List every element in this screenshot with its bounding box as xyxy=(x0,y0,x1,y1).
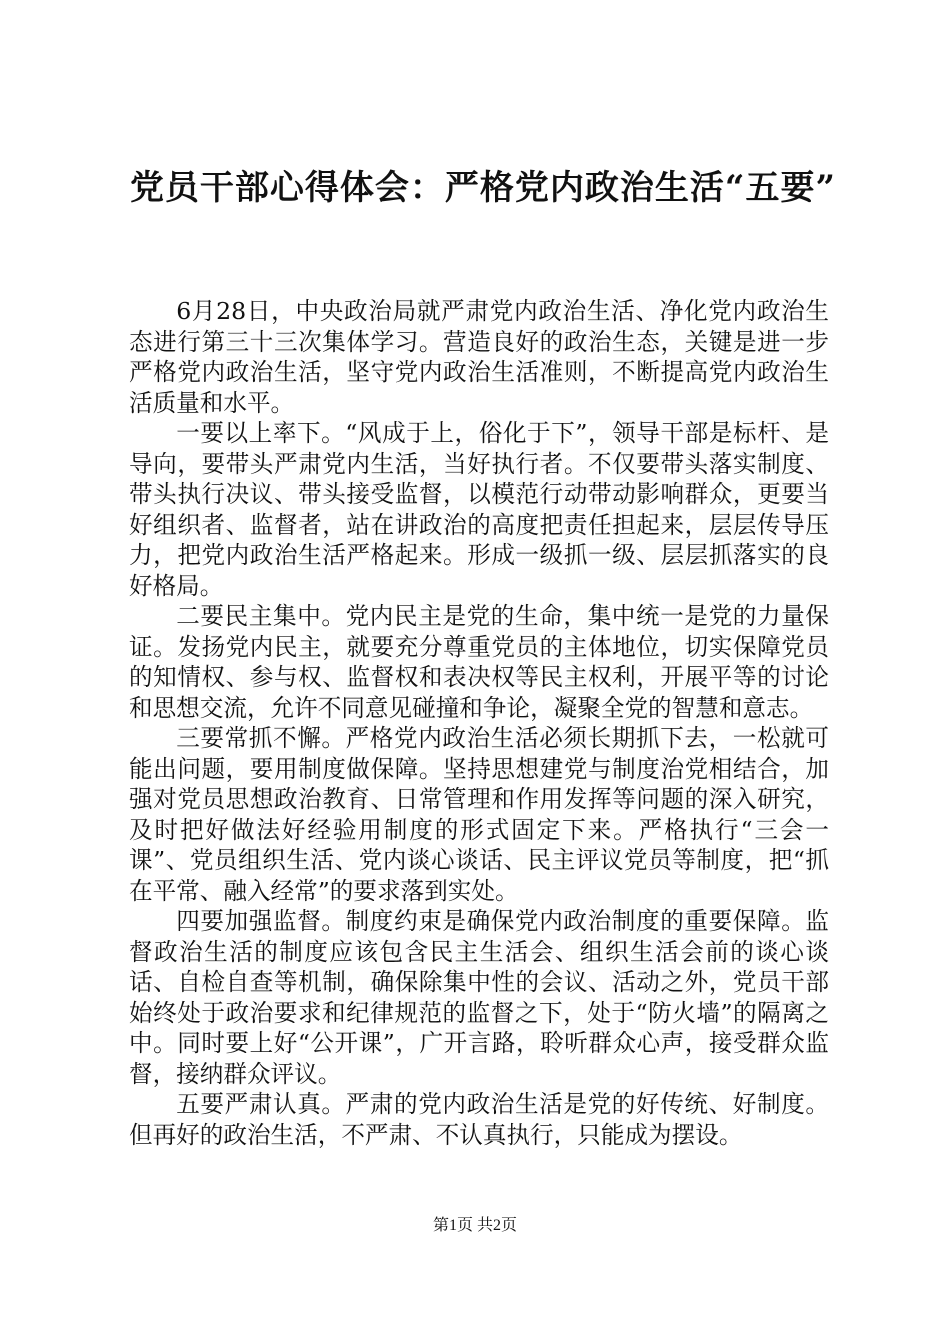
paragraph-point-1: 一要以上率下。“风成于上，俗化于下”，领导干部是标杆、是导向，要带头严肃党内生活，当好执行者。不仅要带头落实制度、带头执行决议、带头接受监督，以模范行动带动影响群众，更要当好组织者、监督者，站在讲政治的高度把责任担起来，层层传导压力，把党内政治生活严格起来。形成一级抓一级、层层抓落实的良好格局。 xyxy=(129,419,829,600)
paragraph-intro: 6月28日，中央政治局就严肃党内政治生活、净化党内政治生态进行第三十三次集体学习。营造良好的政治生态，关键是进一步严格党内政治生活，坚守党内政治生活准则，不断提高党内政治生活质量和水平。 xyxy=(129,297,829,417)
document-body xyxy=(129,296,829,1150)
document-title: 党员干部心得体会：严格党内政治生活“五要” xyxy=(129,168,837,208)
paragraph-point-5: 五要严肃认真。严肃的党内政治生活是党的好传统、好制度。但再好的政治生活，不严肃、不认真执行，只能成为摆设。 xyxy=(129,1090,829,1149)
page-number-footer: 第1页 共2页 xyxy=(432,1217,517,1234)
paragraph-point-4: 四要加强监督。制度约束是确保党内政治制度的重要保障。监督政治生活的制度应该包含民主生活会、组织生活会前的谈心谈话、自检自查等机制，确保除集中性的会议、活动之外，党员干部始终处于政治要求和纪律规范的监督之下，处于“防火墙”的隔离之中。同时要上好“公开课”，广开言路，聆听群众心声，接受群众监督，接纳群众评议。 xyxy=(129,907,829,1088)
paragraph-point-3: 三要常抓不懈。严格党内政治生活必须长期抓下去，一松就可能出问题，要用制度做保障。坚持思想建党与制度治党相结合，加强对党员思想政治教育、日常管理和作用发挥等问题的深入研究，及时把好做法好经验用制度的形式固定下来。严格执行“三会一课”、党员组织生活、党内谈心谈话、民主评议党员等制度，把“抓在平常、融入经常”的要求落到实处。 xyxy=(129,724,829,905)
paragraph-point-2: 二要民主集中。党内民主是党的生命，集中统一是党的力量保证。发扬党内民主，就要充分尊重党员的主体地位，切实保障党员的知情权、参与权、监督权和表决权等民主权利，开展平等的讨论和思想交流，允许不同意见碰撞和争论，凝聚全党的智慧和意志。 xyxy=(129,602,829,722)
